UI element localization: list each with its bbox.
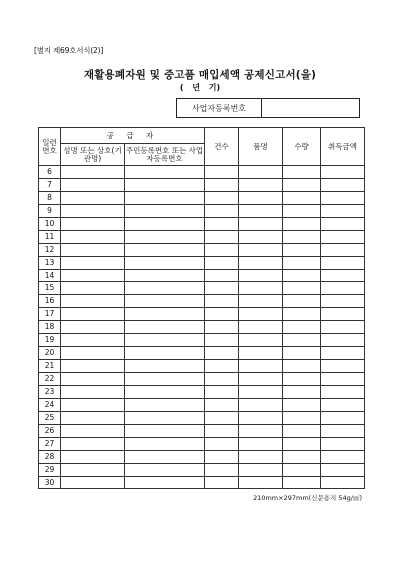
- item-name-cell[interactable]: [239, 321, 283, 334]
- acquisition-amount-cell[interactable]: [321, 424, 365, 437]
- table-row: [39, 360, 365, 373]
- supplier-name-cell[interactable]: [61, 230, 125, 243]
- supplier-id-cell[interactable]: [125, 373, 205, 386]
- supplier-id-cell[interactable]: [125, 256, 205, 269]
- count-cell[interactable]: [205, 230, 239, 243]
- supplier-name-cell[interactable]: [61, 217, 125, 230]
- table-row: [39, 191, 365, 204]
- item-name-cell[interactable]: [239, 308, 283, 321]
- quantity-cell[interactable]: [283, 295, 321, 308]
- row-number: 14: [39, 269, 61, 282]
- quantity-cell[interactable]: [283, 269, 321, 282]
- row-number: 17: [39, 308, 61, 321]
- supplier-id-cell[interactable]: [125, 230, 205, 243]
- row-number: 21: [39, 360, 61, 373]
- table-row: [39, 398, 365, 411]
- supplier-id-cell[interactable]: [125, 450, 205, 463]
- supplier-id-cell[interactable]: [125, 178, 205, 191]
- item-name-cell[interactable]: [239, 463, 283, 476]
- count-cell[interactable]: [205, 450, 239, 463]
- supplier-id-cell[interactable]: [125, 347, 205, 360]
- supplier-id-cell[interactable]: [125, 334, 205, 347]
- item-name-cell[interactable]: [239, 347, 283, 360]
- supplier-name-cell[interactable]: [61, 178, 125, 191]
- table-row: [39, 243, 365, 256]
- supplier-id-cell[interactable]: [125, 191, 205, 204]
- supplier-id-cell[interactable]: [125, 321, 205, 334]
- supplier-name-cell[interactable]: [61, 204, 125, 217]
- row-number: 24: [39, 398, 61, 411]
- item-name-cell[interactable]: [239, 230, 283, 243]
- row-number: 19: [39, 334, 61, 347]
- supplier-id-cell[interactable]: [125, 437, 205, 450]
- quantity-cell[interactable]: [283, 256, 321, 269]
- acquisition-amount-cell[interactable]: [321, 347, 365, 360]
- row-number: 10: [39, 217, 61, 230]
- item-name-cell[interactable]: [239, 424, 283, 437]
- count-cell[interactable]: [205, 373, 239, 386]
- supplier-name-cell[interactable]: [61, 463, 125, 476]
- item-name-cell[interactable]: [239, 295, 283, 308]
- supplier-name-cell[interactable]: [61, 321, 125, 334]
- acquisition-amount-cell[interactable]: [321, 398, 365, 411]
- row-number: 29: [39, 463, 61, 476]
- count-cell[interactable]: [205, 411, 239, 424]
- row-number: 30: [39, 476, 61, 489]
- form-number: [별지 제69호서식(2)]: [34, 46, 104, 55]
- count-cell[interactable]: [205, 166, 239, 179]
- acquisition-amount-cell[interactable]: [321, 256, 365, 269]
- item-name-cell[interactable]: [239, 178, 283, 191]
- supplier-name-cell[interactable]: [61, 282, 125, 295]
- quantity-cell[interactable]: [283, 204, 321, 217]
- quantity-cell[interactable]: [283, 463, 321, 476]
- acquisition-amount-cell[interactable]: [321, 204, 365, 217]
- supplier-name-cell[interactable]: [61, 308, 125, 321]
- quantity-cell[interactable]: [283, 450, 321, 463]
- supplier-name-cell[interactable]: [61, 295, 125, 308]
- item-name-cell[interactable]: [239, 450, 283, 463]
- row-number: 6: [39, 166, 61, 179]
- supplier-id-cell[interactable]: [125, 360, 205, 373]
- item-name-cell[interactable]: [239, 191, 283, 204]
- supplier-id-cell[interactable]: [125, 269, 205, 282]
- table-row: [39, 269, 365, 282]
- supplier-name-cell[interactable]: [61, 424, 125, 437]
- supplier-name-cell[interactable]: [61, 191, 125, 204]
- quantity-cell[interactable]: [283, 334, 321, 347]
- item-name-cell[interactable]: [239, 437, 283, 450]
- supplier-header: 공 급 자: [61, 128, 205, 144]
- quantity-cell[interactable]: [283, 321, 321, 334]
- supplier-id-cell[interactable]: [125, 295, 205, 308]
- supplier-name-cell[interactable]: [61, 256, 125, 269]
- item-name-cell[interactable]: [239, 217, 283, 230]
- supplier-id-cell[interactable]: [125, 204, 205, 217]
- count-cell[interactable]: [205, 334, 239, 347]
- item-name-cell[interactable]: [239, 476, 283, 489]
- table-row: [39, 308, 365, 321]
- supplier-name-cell[interactable]: [61, 360, 125, 373]
- quantity-header: 수량: [283, 128, 321, 166]
- supplier-id-cell[interactable]: [125, 217, 205, 230]
- table-row: [39, 411, 365, 424]
- supplier-name-cell[interactable]: [61, 243, 125, 256]
- row-number: 7: [39, 178, 61, 191]
- quantity-cell[interactable]: [283, 282, 321, 295]
- table-row: [39, 463, 365, 476]
- row-number: 26: [39, 424, 61, 437]
- acquisition-amount-cell[interactable]: [321, 463, 365, 476]
- row-number: 27: [39, 437, 61, 450]
- count-cell[interactable]: [205, 217, 239, 230]
- supplier-id-header: 주민등록번호 또는 사업자등록번호: [125, 144, 205, 166]
- count-cell[interactable]: [205, 282, 239, 295]
- supplier-name-cell[interactable]: [61, 334, 125, 347]
- table-row: [39, 373, 365, 386]
- business-registration-field[interactable]: [262, 99, 359, 117]
- count-cell[interactable]: [205, 256, 239, 269]
- row-number: 13: [39, 256, 61, 269]
- row-number: 25: [39, 411, 61, 424]
- acquisition-amount-cell[interactable]: [321, 411, 365, 424]
- acquisition-amount-header: 취득금액: [321, 128, 365, 166]
- count-cell[interactable]: [205, 360, 239, 373]
- count-cell[interactable]: [205, 437, 239, 450]
- acquisition-amount-cell[interactable]: [321, 308, 365, 321]
- serial-number-header: 일련번호: [39, 128, 61, 166]
- item-name-cell[interactable]: [239, 282, 283, 295]
- table-row: [39, 347, 365, 360]
- table-row: [39, 385, 365, 398]
- quantity-cell[interactable]: [283, 360, 321, 373]
- table-row: [39, 204, 365, 217]
- item-name-cell[interactable]: [239, 360, 283, 373]
- quantity-cell[interactable]: [283, 308, 321, 321]
- count-cell[interactable]: [205, 385, 239, 398]
- item-name-cell[interactable]: [239, 334, 283, 347]
- quantity-cell[interactable]: [283, 424, 321, 437]
- item-name-cell[interactable]: [239, 204, 283, 217]
- supplier-id-cell[interactable]: [125, 243, 205, 256]
- acquisition-amount-cell[interactable]: [321, 373, 365, 386]
- acquisition-amount-cell[interactable]: [321, 243, 365, 256]
- item-name-cell[interactable]: [239, 398, 283, 411]
- count-cell[interactable]: [205, 269, 239, 282]
- supplier-id-cell[interactable]: [125, 282, 205, 295]
- quantity-cell[interactable]: [283, 347, 321, 360]
- supplier-name-header: 성명 또는 상호(기관명): [61, 144, 125, 166]
- row-number: 18: [39, 321, 61, 334]
- form-title: 재활용폐자원 및 중고품 매입세액 공제신고서(을): [83, 69, 317, 81]
- acquisition-amount-cell[interactable]: [321, 295, 365, 308]
- supplier-name-cell[interactable]: [61, 450, 125, 463]
- supplier-name-cell[interactable]: [61, 476, 125, 489]
- acquisition-amount-cell[interactable]: [321, 437, 365, 450]
- supplier-name-cell[interactable]: [61, 347, 125, 360]
- paper-spec-footer: 210mm×297mm(신문용지 54g/㎡): [253, 494, 362, 502]
- row-number: 12: [39, 243, 61, 256]
- supplier-name-cell[interactable]: [61, 411, 125, 424]
- count-cell[interactable]: [205, 398, 239, 411]
- period-line: ( 년 기): [179, 83, 221, 92]
- item-name-cell[interactable]: [239, 243, 283, 256]
- count-cell[interactable]: [205, 191, 239, 204]
- acquisition-amount-cell[interactable]: [321, 269, 365, 282]
- quantity-cell[interactable]: [283, 178, 321, 191]
- table-row: [39, 256, 365, 269]
- quantity-cell[interactable]: [283, 243, 321, 256]
- supplier-ledger-table: [38, 127, 365, 489]
- table-row: [39, 217, 365, 230]
- ledger-body: [39, 166, 365, 489]
- acquisition-amount-cell[interactable]: [321, 385, 365, 398]
- table-row: [39, 230, 365, 243]
- item-name-cell[interactable]: [239, 411, 283, 424]
- supplier-id-cell[interactable]: [125, 476, 205, 489]
- acquisition-amount-cell[interactable]: [321, 217, 365, 230]
- count-header: 건수: [205, 128, 239, 166]
- acquisition-amount-cell[interactable]: [321, 476, 365, 489]
- business-registration-label: 사업자등록번호: [177, 99, 262, 117]
- acquisition-amount-cell[interactable]: [321, 282, 365, 295]
- count-cell[interactable]: [205, 178, 239, 191]
- supplier-id-cell[interactable]: [125, 463, 205, 476]
- supplier-name-cell[interactable]: [61, 398, 125, 411]
- quantity-cell[interactable]: [283, 411, 321, 424]
- supplier-id-cell[interactable]: [125, 411, 205, 424]
- quantity-cell[interactable]: [283, 476, 321, 489]
- business-registration-box: [176, 98, 360, 118]
- table-row: [39, 476, 365, 489]
- row-number: 16: [39, 295, 61, 308]
- table-row: [39, 178, 365, 191]
- row-number: 15: [39, 282, 61, 295]
- table-row: [39, 424, 365, 437]
- supplier-name-cell[interactable]: [61, 269, 125, 282]
- count-cell[interactable]: [205, 308, 239, 321]
- acquisition-amount-cell[interactable]: [321, 321, 365, 334]
- item-name-cell[interactable]: [239, 385, 283, 398]
- supplier-name-cell[interactable]: [61, 385, 125, 398]
- quantity-cell[interactable]: [283, 373, 321, 386]
- count-cell[interactable]: [205, 463, 239, 476]
- row-number: 11: [39, 230, 61, 243]
- supplier-name-cell[interactable]: [61, 373, 125, 386]
- quantity-cell[interactable]: [283, 191, 321, 204]
- count-cell[interactable]: [205, 204, 239, 217]
- item-name-cell[interactable]: [239, 166, 283, 179]
- supplier-name-cell[interactable]: [61, 166, 125, 179]
- supplier-id-cell[interactable]: [125, 166, 205, 179]
- count-cell[interactable]: [205, 243, 239, 256]
- quantity-cell[interactable]: [283, 398, 321, 411]
- supplier-id-cell[interactable]: [125, 385, 205, 398]
- table-row: [39, 450, 365, 463]
- quantity-cell[interactable]: [283, 230, 321, 243]
- count-cell[interactable]: [205, 321, 239, 334]
- row-number: 22: [39, 373, 61, 386]
- row-number: 9: [39, 204, 61, 217]
- quantity-cell[interactable]: [283, 166, 321, 179]
- table-row: [39, 166, 365, 179]
- acquisition-amount-cell[interactable]: [321, 334, 365, 347]
- acquisition-amount-cell[interactable]: [321, 166, 365, 179]
- row-number: 8: [39, 191, 61, 204]
- table-row: [39, 295, 365, 308]
- count-cell[interactable]: [205, 424, 239, 437]
- supplier-id-cell[interactable]: [125, 308, 205, 321]
- count-cell[interactable]: [205, 295, 239, 308]
- quantity-cell[interactable]: [283, 217, 321, 230]
- acquisition-amount-cell[interactable]: [321, 191, 365, 204]
- acquisition-amount-cell[interactable]: [321, 450, 365, 463]
- row-number: 20: [39, 347, 61, 360]
- table-row: [39, 321, 365, 334]
- acquisition-amount-cell[interactable]: [321, 230, 365, 243]
- quantity-cell[interactable]: [283, 385, 321, 398]
- item-name-header: 품명: [239, 128, 283, 166]
- item-name-cell[interactable]: [239, 256, 283, 269]
- item-name-cell[interactable]: [239, 269, 283, 282]
- count-cell[interactable]: [205, 476, 239, 489]
- quantity-cell[interactable]: [283, 437, 321, 450]
- count-cell[interactable]: [205, 347, 239, 360]
- supplier-id-cell[interactable]: [125, 424, 205, 437]
- supplier-id-cell[interactable]: [125, 398, 205, 411]
- row-number: 23: [39, 385, 61, 398]
- table-row: [39, 334, 365, 347]
- supplier-name-cell[interactable]: [61, 437, 125, 450]
- item-name-cell[interactable]: [239, 373, 283, 386]
- acquisition-amount-cell[interactable]: [321, 178, 365, 191]
- table-row: [39, 437, 365, 450]
- acquisition-amount-cell[interactable]: [321, 360, 365, 373]
- row-number: 28: [39, 450, 61, 463]
- table-row: [39, 282, 365, 295]
